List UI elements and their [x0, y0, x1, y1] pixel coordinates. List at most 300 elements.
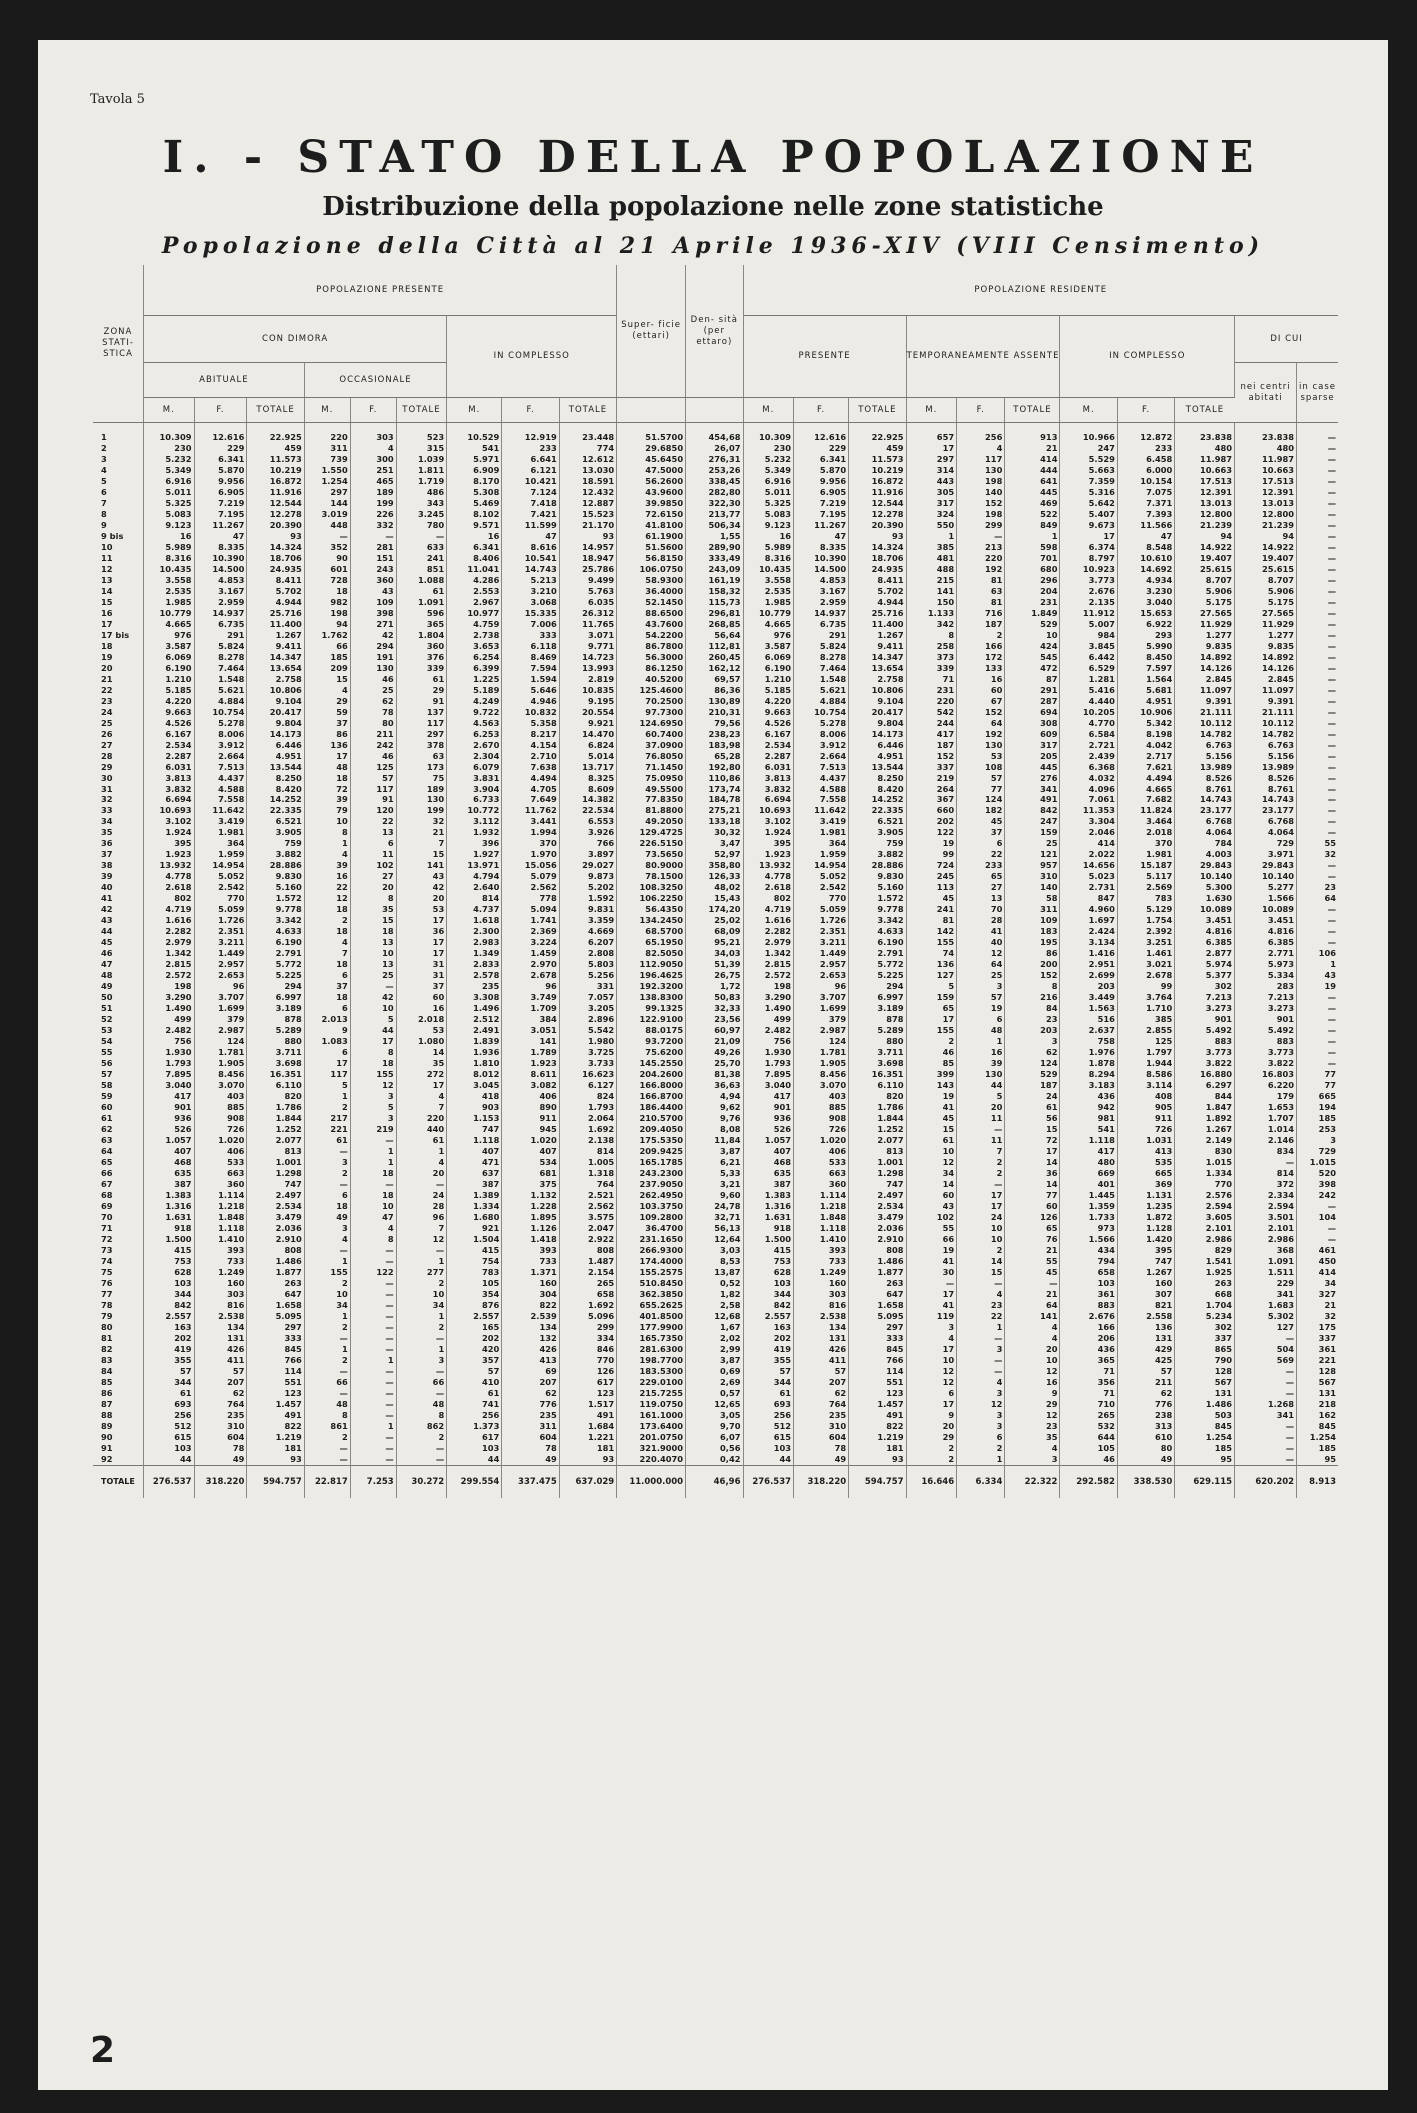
- table-cell: 243.2300: [617, 1168, 686, 1179]
- table-cell: 1.091: [1235, 1256, 1297, 1267]
- table-cell: 4.719: [743, 904, 794, 915]
- table-cell: 77.8350: [617, 794, 686, 805]
- table-cell: 6.763: [1175, 740, 1235, 751]
- table-cell: 1.218: [194, 1201, 247, 1212]
- table-cell: 5.300: [1175, 882, 1235, 893]
- table-cell: 480: [1235, 443, 1297, 454]
- table-cell: 1.844: [849, 1113, 906, 1124]
- table-cell: 1: [350, 1355, 396, 1366]
- table-cell: 26,07: [686, 443, 743, 454]
- table-cell: 1.219: [849, 1432, 906, 1443]
- table-cell: 11.912: [1060, 608, 1117, 619]
- table-cell: 263: [1175, 1278, 1235, 1289]
- spacer-cell: [350, 423, 396, 433]
- table-cell: 5.095: [849, 1311, 906, 1322]
- table-cell: 185: [304, 652, 350, 663]
- table-cell: 814: [447, 893, 502, 904]
- table-cell: 7.061: [1060, 794, 1117, 805]
- total-cell: 16.646: [906, 1465, 957, 1498]
- table-cell: 19: [1324, 981, 1336, 992]
- table-cell: 429: [1117, 1344, 1174, 1355]
- table-cell: 17: [957, 1190, 1005, 1201]
- table-cell: 1.594: [502, 674, 559, 685]
- table-cell: 204.2600: [617, 1069, 686, 1080]
- table-cell: 1.254: [304, 476, 350, 487]
- zona-cell: 46: [93, 948, 144, 959]
- table-cell: 277: [396, 1267, 447, 1278]
- table-cell: 1: [396, 1146, 447, 1157]
- table-cell: 822: [247, 1421, 304, 1432]
- table-cell: 529: [1005, 1069, 1060, 1080]
- table-cell: 9.411: [849, 641, 906, 652]
- table-cell: 5.234: [1175, 1311, 1235, 1322]
- table-cell: 263: [849, 1278, 906, 1289]
- table-cell: 67: [957, 696, 1005, 707]
- table-cell: 25.615: [1175, 564, 1235, 575]
- table-cell: 1.707: [1235, 1113, 1297, 1124]
- table-cell: 3.205: [559, 1003, 616, 1014]
- table-cell: 6.694: [144, 794, 195, 805]
- table-cell: 199: [396, 805, 447, 816]
- table-cell: 14.743: [502, 564, 559, 575]
- header-occasionale: OCCASIONALE: [304, 363, 446, 398]
- table-cell: 802: [743, 893, 794, 904]
- table-cell: 4,94: [686, 1091, 743, 1102]
- table-cell: 2.077: [849, 1135, 906, 1146]
- table-cell: 216: [1005, 992, 1060, 1003]
- table-cell: 20: [396, 1168, 447, 1179]
- table-cell: 58.9300: [617, 575, 686, 586]
- table-cell: 32: [1324, 1310, 1336, 1321]
- zona-cell: 70: [93, 1212, 144, 1223]
- table-cell: 218: [1318, 1398, 1336, 1409]
- zona-cell: 9: [93, 520, 144, 531]
- table-cell: 1.932: [447, 827, 502, 838]
- table-cell: 244: [906, 718, 957, 729]
- table-cell: 12: [396, 1234, 447, 1245]
- table-cell: 86.1250: [617, 663, 686, 674]
- table-cell: 3.273: [1235, 1003, 1297, 1014]
- table-cell: 49.2050: [617, 816, 686, 827]
- table-cell: 5.096: [559, 1311, 616, 1322]
- table-cell: 14.743: [1175, 794, 1235, 805]
- table-cell: —: [957, 1124, 1005, 1135]
- total-row: [93, 1465, 1338, 1498]
- table-cell: 5.349: [743, 465, 794, 476]
- table-cell: 4.853: [794, 575, 849, 586]
- table-cell: 3.773: [1235, 1047, 1297, 1058]
- table-cell: 1.490: [144, 1003, 195, 1014]
- spacer-cell: [906, 423, 957, 433]
- table-cell: 4.669: [559, 926, 616, 937]
- table-cell: 88.6500: [617, 608, 686, 619]
- table-cell: 256: [144, 1410, 195, 1421]
- zona-cell: 89: [93, 1421, 144, 1432]
- table-cell: 15,43: [686, 893, 743, 904]
- table-cell: 844: [1175, 1091, 1235, 1102]
- table-cell: 598: [1005, 542, 1060, 553]
- table-cell: 45: [957, 816, 1005, 827]
- table-cell: 403: [194, 1091, 247, 1102]
- table-cell: 2.538: [794, 1311, 849, 1322]
- table-cell: 1.923: [743, 849, 794, 860]
- zona-cell: 50: [93, 992, 144, 1003]
- zona-cell: 87: [93, 1399, 144, 1410]
- table-cell: 10.772: [447, 805, 502, 816]
- table-cell: 754: [447, 1256, 502, 1267]
- table-cell: 1.267: [1117, 1267, 1174, 1278]
- table-row: [93, 860, 1338, 871]
- table-cell: 3.845: [1060, 641, 1117, 652]
- table-cell: 465: [350, 476, 396, 487]
- table-cell: 8.316: [144, 553, 195, 564]
- table-cell: —: [957, 1179, 1005, 1190]
- table-cell: 127: [1235, 1322, 1297, 1333]
- table-cell: 126,33: [686, 871, 743, 882]
- table-cell: 12.391: [1235, 487, 1297, 498]
- table-cell: 5.059: [794, 904, 849, 915]
- table-cell: 22.335: [247, 805, 304, 816]
- table-cell: 10.663: [1235, 465, 1297, 476]
- table-cell: 17: [906, 1014, 957, 1025]
- table-cell: 314: [906, 465, 957, 476]
- table-cell: 297: [247, 1322, 304, 1333]
- table-cell: 753: [144, 1256, 195, 1267]
- table-cell: 10.435: [144, 564, 195, 575]
- table-cell: 124: [1005, 1058, 1060, 1069]
- table-cell: —: [1327, 926, 1336, 937]
- table-cell: 4: [906, 1333, 957, 1344]
- zona-cell: 34: [93, 816, 144, 827]
- header-res-complesso: IN COMPLESSO: [1060, 316, 1235, 398]
- table-cell: —: [350, 1443, 396, 1454]
- table-cell: 604: [502, 1432, 559, 1443]
- table-cell: 3.211: [794, 937, 849, 948]
- table-cell: 6.997: [849, 992, 906, 1003]
- table-cell: 7: [957, 1146, 1005, 1157]
- table-cell: 5.302: [1235, 1311, 1297, 1322]
- table-cell: 19: [957, 1003, 1005, 1014]
- header-abituale: ABITUALE: [144, 363, 305, 398]
- table-row: [93, 1124, 1338, 1135]
- table-cell: 93: [559, 531, 616, 542]
- table-cell: 61: [304, 1135, 350, 1146]
- table-cell: 512: [743, 1421, 794, 1432]
- table-cell: 834: [1235, 1146, 1297, 1157]
- table-cell: 2: [304, 1278, 350, 1289]
- table-cell: 764: [559, 1179, 616, 1190]
- table-cell: 21.239: [1235, 520, 1297, 531]
- table-cell: 103: [743, 1443, 794, 1454]
- table-cell: 393: [502, 1245, 559, 1256]
- zona-cell: 33: [93, 805, 144, 816]
- table-cell: 1: [304, 1091, 350, 1102]
- table-row: [93, 454, 1338, 465]
- table-cell: 172: [957, 652, 1005, 663]
- table-cell: 609: [1005, 729, 1060, 740]
- table-cell: 12: [1005, 1410, 1060, 1421]
- table-cell: 1.020: [502, 1135, 559, 1146]
- table-cell: 16: [304, 871, 350, 882]
- table-cell: 816: [194, 1300, 247, 1311]
- table-cell: 5.014: [559, 751, 616, 762]
- table-cell: 471: [447, 1157, 502, 1168]
- table-cell: 12: [906, 1157, 957, 1168]
- table-cell: 17: [350, 1036, 396, 1047]
- table-cell: 57: [957, 992, 1005, 1003]
- table-cell: 8.526: [1235, 773, 1297, 784]
- zona-cell: 1: [93, 432, 144, 443]
- table-cell: 1.877: [247, 1267, 304, 1278]
- table-cell: —: [1327, 629, 1336, 640]
- zona-cell: 91: [93, 1443, 144, 1454]
- table-cell: 911: [502, 1113, 559, 1124]
- table-cell: 121: [1005, 849, 1060, 860]
- table-cell: 4.633: [849, 926, 906, 937]
- table-cell: —: [350, 1245, 396, 1256]
- table-row: [93, 1102, 1338, 1113]
- table-cell: 450: [1318, 1255, 1336, 1266]
- table-cell: —: [304, 1388, 350, 1399]
- table-cell: 4: [304, 849, 350, 860]
- table-cell: 2.987: [194, 1025, 247, 1036]
- table-cell: 567: [1175, 1377, 1235, 1388]
- table-cell: —: [350, 531, 396, 542]
- table-cell: 230: [743, 443, 794, 454]
- table-cell: 1.126: [502, 1223, 559, 1234]
- table-cell: 11.987: [1235, 454, 1297, 465]
- table-cell: 161,19: [686, 575, 743, 586]
- table-cell: 4: [350, 443, 396, 454]
- table-cell: 1.970: [502, 849, 559, 860]
- table-row: [93, 937, 1338, 948]
- table-cell: 49: [794, 1454, 849, 1465]
- table-cell: 130: [957, 465, 1005, 476]
- table-cell: 43.7600: [617, 619, 686, 630]
- table-cell: 4: [350, 1223, 396, 1234]
- table-cell: 25.786: [559, 564, 616, 575]
- table-cell: 205: [1005, 751, 1060, 762]
- table-cell: 5.129: [1117, 904, 1174, 915]
- table-cell: 221: [304, 1124, 350, 1135]
- table-cell: 617: [447, 1432, 502, 1443]
- table-cell: 41: [906, 1256, 957, 1267]
- table-cell: 1: [350, 1421, 396, 1432]
- table-cell: 2.910: [247, 1234, 304, 1245]
- table-cell: 851: [396, 564, 447, 575]
- table-cell: 2.771: [1235, 948, 1297, 959]
- table-cell: 342: [906, 619, 957, 630]
- table-cell: 70.2500: [617, 696, 686, 707]
- table-cell: 1.631: [743, 1212, 794, 1223]
- table-cell: 2.512: [447, 1014, 502, 1025]
- table-cell: 9.956: [794, 476, 849, 487]
- table-cell: 29.843: [1175, 860, 1235, 871]
- table-cell: 14.954: [794, 860, 849, 871]
- table-cell: 11.824: [1117, 805, 1174, 816]
- table-cell: —: [957, 1366, 1005, 1377]
- table-cell: 10.219: [849, 465, 906, 476]
- table-cell: 62: [1005, 1047, 1060, 1058]
- table-cell: 814: [559, 1146, 616, 1157]
- table-row: [93, 707, 1338, 718]
- table-cell: 72: [304, 784, 350, 795]
- table-cell: 20: [1005, 1344, 1060, 1355]
- table-cell: 85: [906, 1058, 957, 1069]
- table-cell: 14.922: [1235, 542, 1297, 553]
- table-cell: 299: [957, 520, 1005, 531]
- table-cell: 1.976: [1060, 1047, 1117, 1058]
- table-cell: 3.070: [194, 1080, 247, 1091]
- table-row: [93, 553, 1338, 564]
- table-cell: 10: [396, 1289, 447, 1300]
- table-cell: 7.195: [794, 509, 849, 520]
- table-cell: 2.497: [247, 1190, 304, 1201]
- table-cell: 61: [396, 674, 447, 685]
- table-cell: 155: [350, 1069, 396, 1080]
- table-cell: 1: [304, 1256, 350, 1267]
- table-cell: 1.541: [1175, 1256, 1235, 1267]
- table-cell: 3.308: [447, 992, 502, 1003]
- zona-cell: 39: [93, 871, 144, 882]
- table-cell: 1.741: [502, 915, 559, 926]
- table-cell: 123: [559, 1388, 616, 1399]
- table-cell: 1.254: [1175, 1432, 1235, 1443]
- table-cell: 1.848: [194, 1212, 247, 1223]
- table-cell: 8.250: [247, 773, 304, 784]
- table-cell: 9.830: [849, 871, 906, 882]
- table-cell: —: [1327, 453, 1336, 464]
- table-row: [93, 1344, 1338, 1355]
- table-cell: 2.538: [194, 1311, 247, 1322]
- table-cell: 57: [350, 773, 396, 784]
- table-cell: 25,02: [686, 915, 743, 926]
- table-cell: 3.290: [144, 992, 195, 1003]
- table-cell: 3.134: [1060, 937, 1117, 948]
- table-cell: 185: [1175, 1443, 1235, 1454]
- table-cell: 3.905: [247, 827, 304, 838]
- table-row: [93, 893, 1338, 904]
- table-cell: 504: [1235, 1344, 1297, 1355]
- table-cell: 1.410: [794, 1234, 849, 1245]
- table-cell: 23: [957, 1300, 1005, 1311]
- table-cell: 2.922: [559, 1234, 616, 1245]
- table-cell: 55: [906, 1223, 957, 1234]
- table-cell: 4.220: [144, 696, 195, 707]
- table-cell: 1.630: [1175, 893, 1235, 904]
- table-cell: 526: [743, 1124, 794, 1135]
- table-cell: —: [1327, 805, 1336, 816]
- table-cell: 510.8450: [617, 1278, 686, 1289]
- table-cell: 845: [1175, 1421, 1235, 1432]
- table-cell: 341: [1235, 1410, 1297, 1421]
- zona-cell: 2: [93, 443, 144, 454]
- table-cell: 161.1000: [617, 1410, 686, 1421]
- table-cell: 230: [144, 443, 195, 454]
- table-cell: —: [957, 1333, 1005, 1344]
- zona-cell: 55: [93, 1047, 144, 1058]
- table-cell: 2.351: [794, 926, 849, 937]
- table-cell: 14.743: [1235, 794, 1297, 805]
- table-cell: 49: [502, 1454, 559, 1465]
- table-cell: 668: [1175, 1289, 1235, 1300]
- table-cell: 9,76: [686, 1113, 743, 1124]
- table-cell: —: [304, 1454, 350, 1465]
- table-cell: 3.451: [1235, 915, 1297, 926]
- zona-cell: 40: [93, 882, 144, 893]
- zona-cell: 4: [93, 465, 144, 476]
- table-cell: 4.770: [1060, 718, 1117, 729]
- table-cell: 159: [1005, 827, 1060, 838]
- table-cell: 141: [1005, 1311, 1060, 1322]
- table-cell: 1.572: [247, 893, 304, 904]
- table-cell: 25.615: [1235, 564, 1297, 575]
- table-cell: 10: [1005, 1355, 1060, 1366]
- table-cell: 10.205: [1060, 707, 1117, 718]
- table-cell: 822: [502, 1300, 559, 1311]
- table-cell: 865: [1175, 1344, 1235, 1355]
- table-cell: 3.773: [1175, 1047, 1235, 1058]
- table-cell: 436: [1060, 1091, 1117, 1102]
- table-row: [93, 663, 1338, 674]
- table-cell: 10.140: [1175, 871, 1235, 882]
- table-cell: 6.167: [743, 729, 794, 740]
- table-cell: 3.112: [447, 816, 502, 827]
- table-cell: 3: [906, 1322, 957, 1333]
- table-cell: 13.717: [559, 762, 616, 773]
- table-cell: 2.138: [559, 1135, 616, 1146]
- table-cell: 52,97: [686, 849, 743, 860]
- table-row: [93, 882, 1338, 893]
- table-cell: 117: [350, 784, 396, 795]
- table-cell: 417: [1060, 1146, 1117, 1157]
- table-cell: 299: [559, 1322, 616, 1333]
- table-cell: 47.5000: [617, 465, 686, 476]
- table-row: [93, 915, 1338, 926]
- table-cell: 344: [144, 1289, 195, 1300]
- table-cell: 231: [906, 685, 957, 696]
- table-cell: 14: [1005, 1157, 1060, 1168]
- table-cell: 151: [350, 553, 396, 564]
- table-cell: 3.183: [1060, 1080, 1117, 1091]
- table-cell: 108.3250: [617, 882, 686, 893]
- table-row: [93, 498, 1338, 509]
- table-cell: 201.0750: [617, 1432, 686, 1443]
- table-cell: 535: [1117, 1157, 1174, 1168]
- table-cell: 1.449: [194, 948, 247, 959]
- zona-cell: 83: [93, 1355, 144, 1366]
- table-cell: 51,39: [686, 959, 743, 970]
- zona-cell: 32: [93, 794, 144, 805]
- table-cell: 8.411: [849, 575, 906, 586]
- table-cell: 660: [906, 805, 957, 816]
- table-cell: 143: [906, 1080, 957, 1091]
- table-cell: 3.189: [247, 1003, 304, 1014]
- table-cell: 6.399: [447, 663, 502, 674]
- table-cell: 1.410: [194, 1234, 247, 1245]
- table-cell: 1.383: [743, 1190, 794, 1201]
- table-cell: 91: [396, 696, 447, 707]
- table-cell: 16.351: [247, 1069, 304, 1080]
- table-cell: 11.987: [1175, 454, 1235, 465]
- spacer-cell: [743, 423, 794, 433]
- table-cell: 8.586: [1117, 1069, 1174, 1080]
- table-cell: 370: [1117, 838, 1174, 849]
- table-cell: —: [1327, 1200, 1336, 1211]
- table-cell: 410: [447, 1377, 502, 1388]
- table-cell: 7.682: [1117, 794, 1174, 805]
- table-cell: 311: [502, 1421, 559, 1432]
